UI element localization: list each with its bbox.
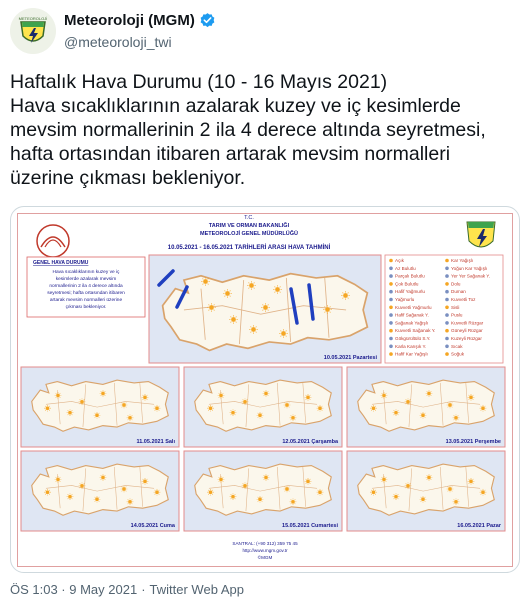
main-map-date: 10.05.2021 Pazartesi bbox=[323, 355, 377, 361]
legend-label: Az Bulutlu bbox=[395, 265, 416, 271]
legend-symbol-icon bbox=[389, 306, 393, 310]
legend-label: Sıcak bbox=[451, 343, 463, 349]
legend-label: Soğuk bbox=[451, 351, 465, 357]
org-line3: METEOROLOJİ GENEL MÜDÜRLÜĞÜ bbox=[200, 231, 298, 237]
tweet-line: hafta ortasından itibaren artarak mevsim normalleri bbox=[10, 143, 451, 165]
legend-symbol-icon bbox=[389, 321, 393, 325]
legend-label: Hafif Yağmurlu bbox=[395, 289, 425, 295]
legend-label: Puslu bbox=[451, 312, 463, 318]
daily-map-date: 14.05.2021 Cuma bbox=[130, 523, 175, 529]
legend-symbol-icon bbox=[389, 298, 393, 302]
legend-label: Kuvvetli Toz bbox=[451, 297, 476, 302]
legend-label: Çok Bulutlu bbox=[395, 281, 419, 287]
date-range: 10.05.2021 - 16.05.2021 TARİHLERİ ARASI HAVA TAHMİNİ bbox=[167, 245, 331, 251]
daily-map-date: 16.05.2021 Pazar bbox=[457, 523, 501, 529]
daily-map bbox=[21, 367, 179, 447]
legend-symbol-icon bbox=[445, 306, 449, 310]
daily-map-date: 12.05.2021 Çarşamba bbox=[282, 439, 338, 445]
summary-line: kesimlerde azalarak mevsim bbox=[55, 277, 117, 282]
avatar-label: METEOROLOJİ bbox=[18, 16, 48, 21]
mgm-logo-icon bbox=[10, 8, 56, 54]
legend-symbol-icon bbox=[445, 259, 449, 263]
legend-symbol-icon bbox=[445, 321, 449, 325]
legend-symbol-icon bbox=[445, 352, 449, 356]
footer-org: ©MGM bbox=[257, 555, 273, 560]
tweet-timestamp[interactable]: ÖS 1:03 · 9 May 2021 bbox=[10, 582, 138, 597]
legend-symbol-icon bbox=[389, 313, 393, 317]
legend-label: Güneyli Rüzgar bbox=[451, 328, 483, 334]
legend-label: Hafif Sağanak Y. bbox=[395, 312, 429, 318]
legend-label: Sisli bbox=[451, 304, 460, 310]
legend-symbol-icon bbox=[389, 329, 393, 333]
legend-label: Parçalı Bulutlu bbox=[395, 273, 425, 279]
legend-label: Kuzeyli Rüzgar bbox=[451, 336, 482, 341]
legend-label: Gökgürültülü S.Y. bbox=[395, 336, 431, 341]
summary-line: seyretmesi; hafta ortasından itibaren bbox=[47, 291, 125, 296]
legend-symbol-icon bbox=[445, 329, 449, 333]
legend-symbol-icon bbox=[389, 274, 393, 278]
legend-label: Kuvvetli Rüzgar bbox=[451, 320, 484, 326]
tweet-text bbox=[10, 70, 522, 190]
user-handle[interactable]: @meteoroloji_twi bbox=[64, 34, 172, 50]
avatar[interactable] bbox=[10, 8, 56, 54]
turkey-map bbox=[32, 380, 169, 431]
legend-symbol-icon bbox=[445, 337, 449, 341]
legend-symbol-icon bbox=[445, 282, 449, 286]
legend-symbol-icon bbox=[389, 337, 393, 341]
daily-map bbox=[21, 451, 179, 531]
daily-map bbox=[184, 451, 342, 531]
switchboard: SANTRAL: (+90 312) 359 75 45 bbox=[232, 541, 298, 546]
display-name[interactable]: Meteoroloji (MGM) bbox=[64, 12, 195, 29]
legend-label: Karla Karışık Y. bbox=[395, 343, 427, 349]
summary-line: çıkması bekleniyor. bbox=[65, 305, 107, 310]
forecast-poster bbox=[11, 207, 519, 572]
website: http://www.mgm.gov.tr bbox=[242, 548, 288, 553]
tweet-line: mevsim normallerinin 2 ila 4 derece altında seyretmesi, bbox=[10, 119, 486, 141]
footer-separator: · bbox=[141, 582, 146, 597]
legend-label: Kuvvetli Yağmurlu bbox=[395, 304, 432, 310]
legend-symbol-icon bbox=[389, 290, 393, 294]
legend-label: Yer Yer Sağanak Y. bbox=[451, 273, 490, 279]
legend bbox=[385, 255, 503, 363]
mgm-logo-left bbox=[37, 225, 69, 257]
summary-title: GENEL HAVA DURUMU bbox=[33, 260, 89, 266]
name-row bbox=[64, 12, 216, 29]
org-line2: TARIM VE ORMAN BAKANLIĞI bbox=[208, 223, 290, 229]
tweet-header bbox=[0, 0, 530, 64]
legend-symbol-icon bbox=[445, 298, 449, 302]
mgm-logo-right bbox=[467, 222, 495, 247]
tweet-line: Haftalık Hava Durumu (10 - 16 Mayıs 2021) bbox=[10, 71, 388, 93]
legend-symbol-icon bbox=[445, 290, 449, 294]
daily-map bbox=[347, 367, 505, 447]
legend-label: Yoğun Kar Yağışlı bbox=[451, 265, 488, 271]
main-map bbox=[149, 255, 381, 363]
summary-line: normallerinin 2 ila 4 derece altında bbox=[49, 284, 123, 289]
tweet-line: Hava sıcaklıklarının azalarak kuzey ve iç kesimlerde bbox=[10, 95, 461, 117]
tweet-media-image[interactable] bbox=[10, 206, 520, 573]
legend-symbol-icon bbox=[445, 313, 449, 317]
summary-line: Hava sıcaklıklarının kuzey ve iç bbox=[52, 270, 120, 275]
tweet-line: üzerine çıkması bekleniyor. bbox=[10, 167, 246, 189]
tweet-footer bbox=[10, 582, 244, 597]
legend-symbol-icon bbox=[389, 267, 393, 271]
verified-badge-icon bbox=[199, 12, 216, 29]
legend-label: Duman bbox=[451, 289, 466, 295]
legend-label: Açık bbox=[395, 258, 404, 263]
legend-symbol-icon bbox=[389, 259, 393, 263]
legend-symbol-icon bbox=[445, 267, 449, 271]
turkey-map bbox=[195, 464, 332, 515]
legend-label: Kar Yağışlı bbox=[451, 258, 474, 263]
turkey-map bbox=[32, 464, 169, 515]
legend-label: Kuvvetli Sağanak Y. bbox=[395, 328, 436, 334]
turkey-map bbox=[358, 380, 495, 431]
daily-map bbox=[184, 367, 342, 447]
turkey-map bbox=[358, 464, 495, 515]
turkey-map bbox=[195, 380, 332, 431]
legend-symbol-icon bbox=[445, 274, 449, 278]
daily-map-date: 11.05.2021 Salı bbox=[136, 439, 175, 445]
legend-symbol-icon bbox=[389, 282, 393, 286]
legend-symbol-icon bbox=[389, 352, 393, 356]
summary-line: artarak mevsim normalleri üzerine bbox=[49, 298, 123, 303]
daily-map-date: 13.05.2021 Perşembe bbox=[445, 439, 501, 445]
legend-label: Dolu bbox=[451, 281, 461, 287]
daily-map-date: 15.05.2021 Cumartesi bbox=[282, 523, 338, 529]
legend-symbol-icon bbox=[389, 345, 393, 349]
org-line1: T.C. bbox=[244, 215, 254, 221]
tweet-source[interactable]: Twitter Web App bbox=[149, 582, 244, 597]
daily-map bbox=[347, 451, 505, 531]
legend-label: Yağmurlu bbox=[395, 297, 415, 302]
legend-symbol-icon bbox=[445, 345, 449, 349]
legend-label: Sağanak Yağışlı bbox=[395, 320, 429, 326]
legend-label: Hafif Kar Yağışlı bbox=[395, 351, 428, 357]
